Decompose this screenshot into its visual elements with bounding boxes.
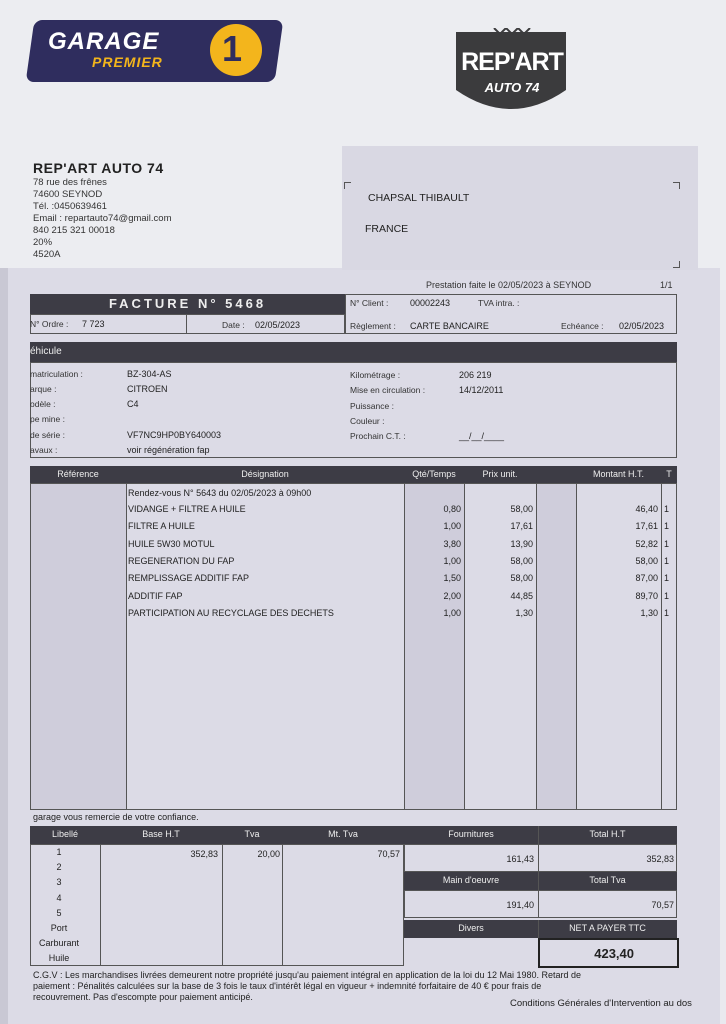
client-country: FRANCE <box>365 223 409 235</box>
vehicle-type-label: pe mine : <box>30 414 65 424</box>
company-name: REP'ART AUTO 74 <box>33 160 164 176</box>
fournitures-label: Fournitures <box>448 829 494 839</box>
prestation-line: Prestation faite le 02/05/2023 à SEYNOD <box>426 280 592 290</box>
net-to-pay-value: 423,40 <box>594 946 634 961</box>
vat-col-base: Base H.T <box>142 829 180 839</box>
main-oeuvre-label: Main d'oeuvre <box>442 875 500 885</box>
vat-row-label: 4 <box>56 892 62 903</box>
cgv-line2: paiement : Pénalités calculées sur la base de 3 fois le taux d'intérêt légal en vigueur + indemnité forfaitaire de 40 € pour frais de <box>33 981 542 991</box>
repart-logo-line1: REP'ART <box>461 48 563 76</box>
vehicle-work: voir régénération fap <box>127 445 210 455</box>
payment-method: CARTE BANCAIRE <box>410 321 489 331</box>
row-designation: FILTRE A HUILE <box>128 521 195 532</box>
vehicle-section-title: éhicule <box>30 346 62 357</box>
reference-column-shade <box>31 484 126 809</box>
row-amount: 87,00 <box>635 573 658 584</box>
row-tax-code: 1 <box>664 590 670 601</box>
vehicle-section-bar <box>30 342 677 362</box>
cgv-line1: C.G.V : Les marchandises livrées demeurent notre propriété jusqu'au paiement intégral en application de la loi du 12 Mai 1980. Retard de <box>33 970 582 980</box>
vat-row-label: Carburant <box>38 938 80 949</box>
next-inspection-label: Prochain C.T. : <box>350 431 406 441</box>
row-tax-code: 1 <box>664 538 670 549</box>
row-tax-code: 1 <box>664 573 670 584</box>
garage-premier-logo-number: 1 <box>222 28 243 69</box>
total-ht-label: Total H.T <box>589 829 626 839</box>
row-designation: HUILE 5W30 MOTUL <box>128 538 215 549</box>
col-header-unit-price: Prix unit. <box>482 469 518 479</box>
vehicle-serial-label: de série : <box>30 430 65 440</box>
payment-label: Règlement : <box>350 321 396 331</box>
company-address1: 78 rue des frênes <box>33 177 107 188</box>
cgv-line3: recouvrement. Pas d'escompte pour paiement anticipé. <box>33 992 253 1002</box>
row-tax-code: 1 <box>664 504 670 514</box>
invoice-title: FACTURE N° 5468 <box>108 296 267 311</box>
total-ht-value: 352,83 <box>646 854 674 864</box>
power-label: Puissance : <box>350 401 394 411</box>
garage-premier-logo-line2: PREMIER <box>92 54 163 70</box>
net-to-pay-label: NET A PAYER TTC <box>569 923 646 933</box>
due-date-label: Echéance : <box>561 321 604 331</box>
row-amount: 1,30 <box>640 607 658 618</box>
garage-premier-logo-line1: GARAGE <box>48 28 160 55</box>
vat-row-label: 1 <box>56 847 62 857</box>
client-number-label: N° Client : <box>350 298 389 308</box>
vehicle-model: C4 <box>127 399 139 409</box>
row-designation: REGENERATION DU FAP <box>128 555 235 566</box>
row-designation: PARTICIPATION AU RECYCLAGE DES DECHETS <box>128 607 334 618</box>
row-amount: 52,82 <box>635 538 658 549</box>
col-header-reference: Référence <box>57 469 99 479</box>
row-amount: 89,70 <box>635 590 658 601</box>
row-qty: 2,00 <box>443 590 461 601</box>
row-qty: 0,80 <box>443 504 461 514</box>
row-qty: 1,00 <box>443 555 461 566</box>
company-naf: 4520A <box>33 249 61 260</box>
company-email: Email : repartauto74@gmail.com <box>33 213 172 224</box>
row-tax-code: 1 <box>664 521 670 532</box>
date-label: Date : <box>222 320 245 330</box>
vat-row-label: Port <box>50 923 68 933</box>
vehicle-make: CITROEN <box>127 384 168 394</box>
client-address-box <box>342 146 698 270</box>
divers-label: Divers <box>458 923 484 933</box>
row-qty: 3,80 <box>443 538 461 549</box>
row-qty: 1,00 <box>443 607 461 618</box>
page-number: 1/1 <box>660 280 673 290</box>
registration-date-label: Mise en circulation : <box>350 385 426 395</box>
company-vat-rate: 20% <box>33 237 53 248</box>
vat-rate-value: 20,00 <box>257 849 280 859</box>
row-designation: VIDANGE + FILTRE A HUILE <box>128 504 246 514</box>
row-unit-price: 58,00 <box>510 555 533 566</box>
vehicle-make-label: arque : <box>30 384 57 394</box>
company-phone: Tél. :0450639461 <box>33 201 107 212</box>
lines-table-body <box>30 483 677 810</box>
qty-column-shade <box>405 484 464 809</box>
tva-intra-label: TVA intra. : <box>478 298 520 308</box>
row-unit-price: 1,30 <box>515 607 533 618</box>
vat-row-label: 2 <box>56 862 62 873</box>
order-label: N° Ordre : <box>30 319 69 329</box>
col-header-designation: Désignation <box>241 469 289 479</box>
company-siret: 840 215 321 00018 <box>33 225 115 236</box>
row-unit-price: 17,61 <box>510 521 533 532</box>
vat-base-value: 352,83 <box>190 849 218 859</box>
row-amount: 17,61 <box>635 521 658 532</box>
next-inspection: __/__/____ <box>459 431 505 441</box>
order-number: 7 723 <box>82 319 105 329</box>
vat-col-mt-tva: Mt. Tva <box>328 829 358 839</box>
row-amount: 46,40 <box>635 504 658 514</box>
mileage-label: Kilométrage : <box>350 370 401 380</box>
conditions-note: Conditions Générales d'Intervention au dos <box>510 998 692 1009</box>
color-label: Couleur : <box>350 416 385 426</box>
row-designation: REMPLISSAGE ADDITIF FAP <box>128 573 250 584</box>
vehicle-work-label: avaux : <box>30 445 58 455</box>
fournitures-value: 161,43 <box>506 854 534 864</box>
row-qty: 1,50 <box>443 573 461 584</box>
repart-logo-line2: AUTO 74 <box>484 80 540 95</box>
vehicle-registration-label: matriculation : <box>30 369 83 379</box>
spacer-column-shade <box>537 484 576 809</box>
row-amount: 58,00 <box>635 555 658 566</box>
main-oeuvre-value: 191,40 <box>506 900 534 910</box>
row-tax-code: 1 <box>664 555 670 566</box>
vehicle-serial: VF7NC9HP0BY640003 <box>127 430 222 440</box>
client-number: 00002243 <box>410 298 451 308</box>
due-date: 02/05/2023 <box>619 321 665 331</box>
row-unit-price: 58,00 <box>510 573 533 584</box>
col-header-amount: Montant H.T. <box>592 469 645 479</box>
col-header-t: T <box>666 469 672 479</box>
vat-col-tva: Tva <box>244 829 260 839</box>
vat-col-libelle: Libellé <box>51 829 79 839</box>
col-header-qty: Qté/Temps <box>412 469 456 479</box>
thanks-message: garage vous remercie de votre confiance. <box>33 812 199 822</box>
row-unit-price: 44,85 <box>510 590 533 601</box>
appointment-line: Rendez-vous N° 5643 du 02/05/2023 à 09h00 <box>128 488 312 498</box>
mileage: 206 219 <box>459 370 492 380</box>
vat-row-label: 3 <box>56 877 62 888</box>
vat-row-label: Huile <box>48 953 70 964</box>
total-tva-value: 70,57 <box>651 900 674 910</box>
row-unit-price: 58,00 <box>510 504 533 514</box>
total-tva-label: Total Tva <box>589 875 626 885</box>
client-name: CHAPSAL THIBAULT <box>368 192 470 204</box>
invoice-date: 02/05/2023 <box>255 320 301 330</box>
vehicle-model-label: odèle : <box>30 399 56 409</box>
row-qty: 1,00 <box>443 521 461 532</box>
row-tax-code: 1 <box>664 607 670 618</box>
sheet-shadow <box>0 268 8 1024</box>
vehicle-registration: BZ-304-AS <box>127 369 172 379</box>
vat-row-label: 5 <box>56 907 62 918</box>
row-designation: ADDITIF FAP <box>128 590 183 601</box>
row-unit-price: 13,90 <box>510 538 533 549</box>
vat-amount-value: 70,57 <box>377 849 400 859</box>
company-address2: 74600 SEYNOD <box>33 189 103 200</box>
registration-date: 14/12/2011 <box>459 385 504 395</box>
